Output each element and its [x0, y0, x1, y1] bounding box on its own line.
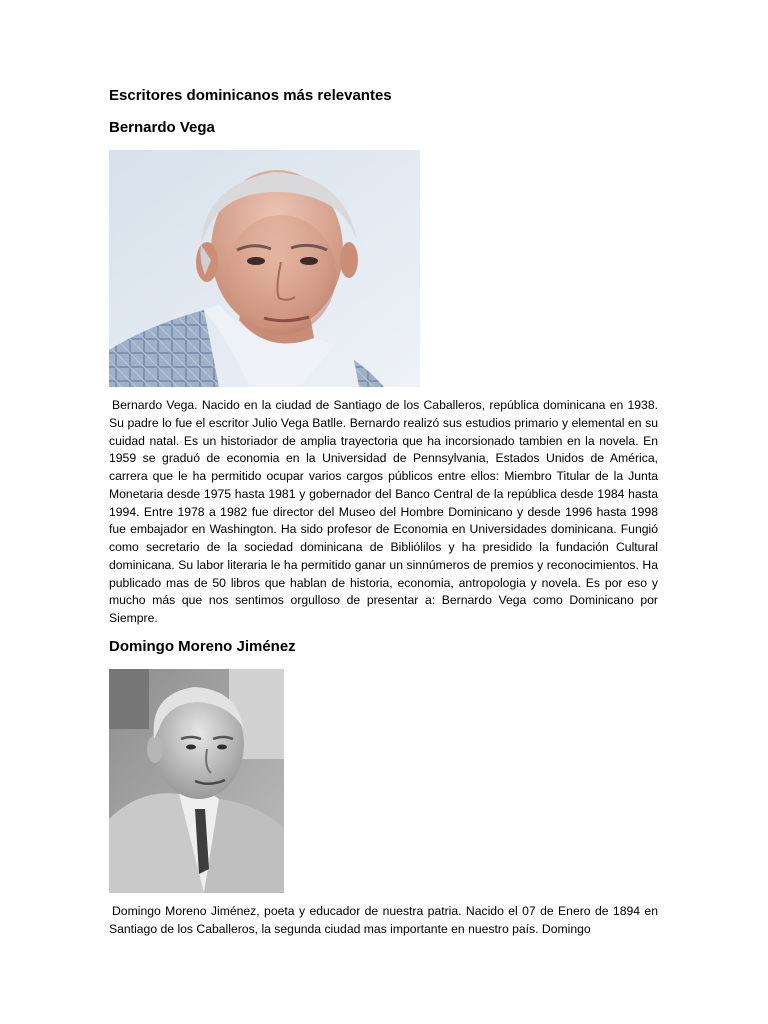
portrait-photo-bernardo-vega [109, 150, 420, 387]
biography-paragraph-bernardo-vega: Bernardo Vega. Nacido en la ciudad de Santiago de los Caballeros, república dominicana en 1938. Su padre lo fue el escritor Julio Vega Batlle. Bernardo realizó sus estudios primario y elemental en su cuidad natal. Es un historiador de amplia trayectoria que ha incorsionado tambien en la novela. En 1959 se graduó de economia en la Universidad de Pennsylvania, Estados Unidos de América, carrera que le ha permitido ocupar varios cargos públicos entre ellos: Miembro Titular de la Junta Monetaria desde 1975 hasta 1981 y gobernador del Banco Central de la república desde 1984 hasta 1994. Entre 1978 a 1982 fue director del Museo del Hombre Dominicano y desde 1996 hasta 1998 fue embajador en Washington. Ha sido profesor de Economia en Universidades dominicana. Fungió como secretario de la sociedad dominicana de Bibliólilos y ha presidido la fundación Cultural dominicana. Su labor literaria le ha permitido ganar un sinnúmeros de premios y reconocimientos. Ha publicado mas de 50 libros que hablan de historia, economia, antropologia y novela. Es por eso y mucho más que nos sentimos orgulloso de presentar a: Bernardo Vega como Dominicano por Siempre. [109, 398, 658, 625]
section-heading-domingo-moreno-jimenez: Domingo Moreno Jiménez [109, 638, 296, 655]
portrait-photo-domingo-moreno-jimenez [109, 669, 284, 893]
document-title: Escritores dominicanos más relevantes [109, 87, 392, 104]
biography-paragraph-domingo-moreno-jimenez: Domingo Moreno Jiménez, poeta y educador de nuestra patria. Nacido el 07 de Enero de 1894 en Santiago de los Caballeros, la segunda ciudad mas importante en nuestro país. Domingo [109, 904, 658, 936]
section-heading-bernardo-vega: Bernardo Vega [109, 119, 215, 136]
